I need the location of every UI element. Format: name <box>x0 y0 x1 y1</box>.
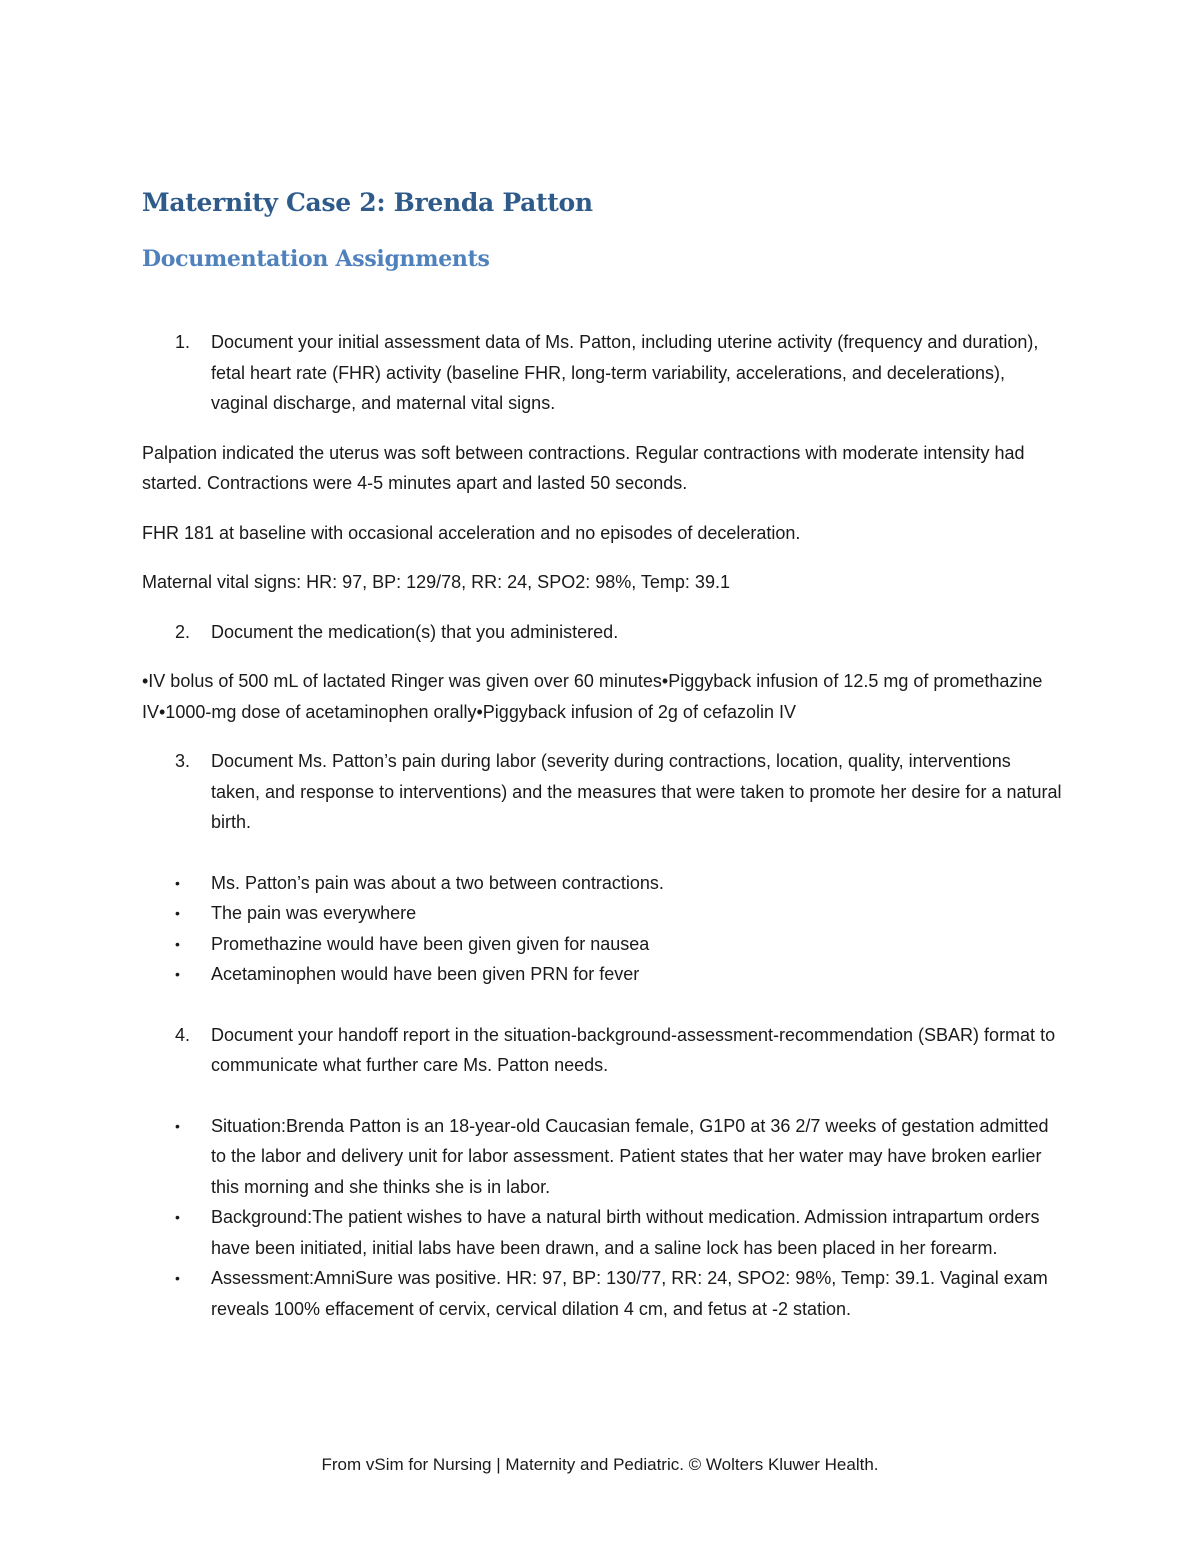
list-item: • Ms. Patton’s pain was about a two between contractions. <box>142 868 1062 899</box>
answer-medications: •IV bolus of 500 mL of lactated Ringer was given over 60 minutes•Piggyback infusion of 12.5 mg of promethazine IV•1000-mg dose of acetaminophen orally•Piggyback infusion of 2g of cefazolin IV <box>142 671 1043 722</box>
bullet-icon: • <box>175 966 180 982</box>
bullet-icon: • <box>175 1270 180 1286</box>
question-text: Document Ms. Patton’s pain during labor (severity during contractions, location, quality, interventions taken, and response to interventions) and the measures that were taken to promote her desire for a natural birth. <box>211 751 1062 832</box>
answer-fhr: FHR 181 at baseline with occasional acceleration and no episodes of deceleration. <box>142 522 801 543</box>
answer-maternal-vitals: Maternal vital signs: HR: 97, BP: 129/78, RR: 24, SPO2: 98%, Temp: 39.1 <box>142 572 730 592</box>
question-text: Document your initial assessment data of Ms. Patton, including uterine activity (frequency and duration), fetal heart rate (FHR) activity (baseline FHR, long-term variability, accelerations, and decelerations), vaginal discharge, and maternal vital signs. <box>211 332 1039 413</box>
bullet-icon: • <box>175 1117 180 1134</box>
page-title: Maternity Case 2: Brenda Patton <box>142 188 593 217</box>
question-1 <box>142 327 1062 419</box>
pain-list <box>142 868 1062 990</box>
question-4 <box>142 1020 1062 1081</box>
bullet-icon: • <box>175 874 180 891</box>
bullet-icon: • <box>175 905 180 921</box>
section-subtitle: Documentation Assignments <box>142 246 490 272</box>
question-number: 1. <box>175 332 191 352</box>
bullet-icon: • <box>175 935 180 952</box>
list-item: • The pain was everywhere <box>142 898 1062 929</box>
sbar-situation: • Situation:Brenda Patton is an 18-year-old Caucasian female, G1P0 at 36 2/7 weeks of gestation admitted to the labor and delivery unit for labor assessment. Patient states that her water may have broken earlier this morning and she thinks she is in labor. <box>142 1111 1062 1203</box>
page-footer: From vSim for Nursing | Maternity and Pediatric. © Wolters Kluwer Health. <box>321 1455 879 1474</box>
sbar-background: • Background:The patient wishes to have a natural birth without medication. Admission intrapartum orders have been initiated, initial labs have been drawn, and a saline lock has been placed in her forearm. <box>142 1202 1062 1263</box>
answer-uterine-activity: Palpation indicated the uterus was soft between contractions. Regular contractions with moderate intensity had started. Contractions were 4-5 minutes apart and lasted 50 seconds. <box>142 442 1025 493</box>
sbar-assessment: • Assessment:AmniSure was positive. HR: 97, BP: 130/77, RR: 24, SPO2: 98%, Temp: 39.1. Vaginal exam reveals 100% effacement of cervix, cervical dilation 4 cm, and fetus at -2 station. <box>142 1263 1062 1324</box>
bullet-icon: • <box>175 1209 180 1225</box>
question-2 <box>142 617 1062 648</box>
list-item: • Promethazine would have been given given for nausea <box>142 929 1062 960</box>
question-text: Document the medication(s) that you administered. <box>211 621 619 642</box>
question-text: Document your handoff report in the situation-background-assessment-recommendation (SBAR) format to communicate what further care Ms. Patton needs. <box>211 1024 1056 1075</box>
question-number: 3. <box>175 751 191 771</box>
question-number: 2. <box>175 621 191 642</box>
list-item: • Acetaminophen would have been given PRN for fever <box>142 959 1062 990</box>
sbar-list <box>142 1111 1062 1325</box>
document-body <box>142 327 1062 1354</box>
question-number: 4. <box>175 1024 191 1045</box>
question-3 <box>142 746 1062 838</box>
